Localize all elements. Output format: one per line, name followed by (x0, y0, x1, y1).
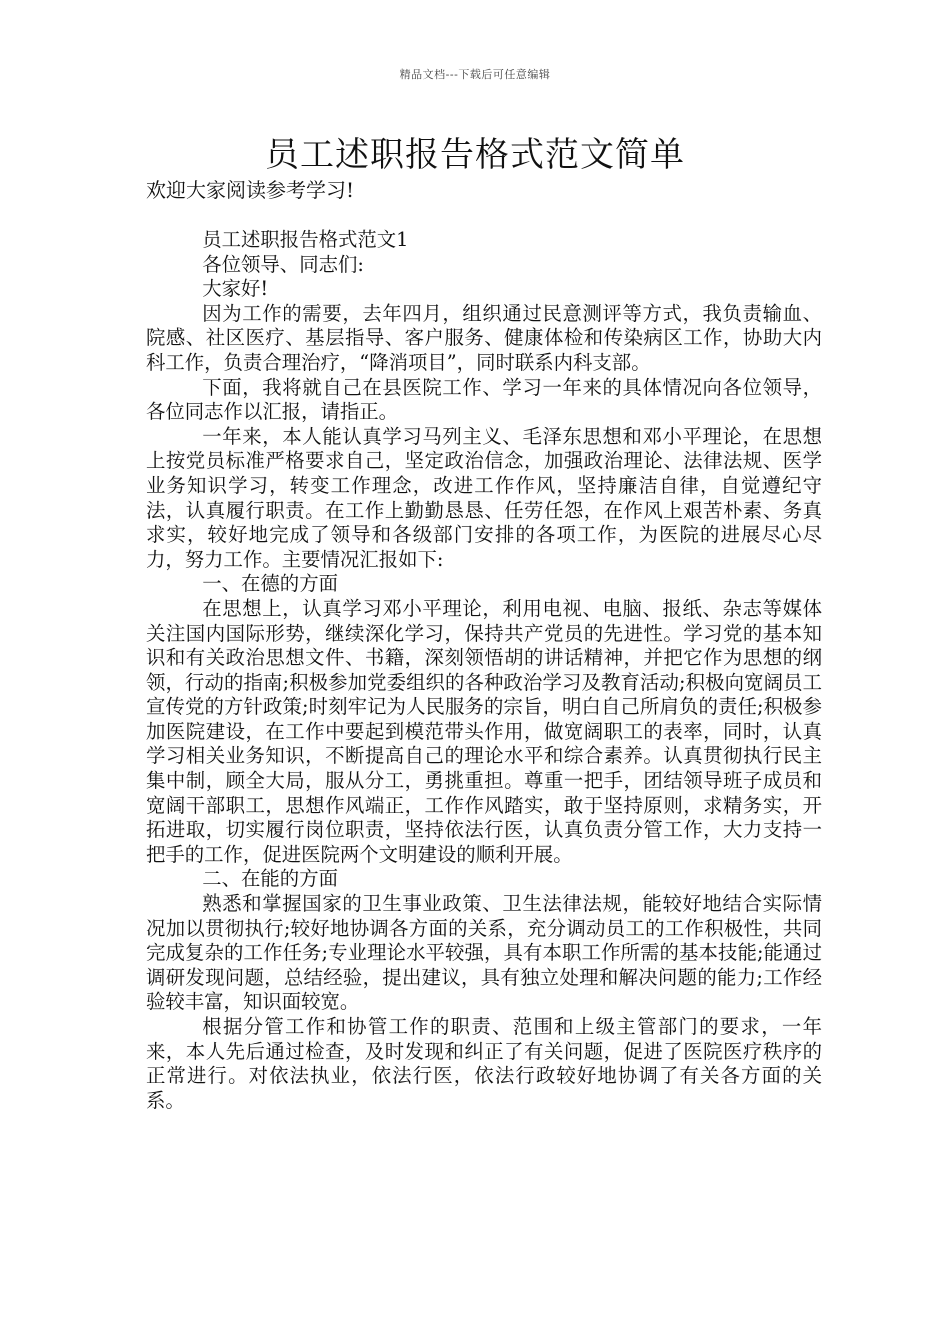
welcome-line: 欢迎大家阅读参考学习! (146, 178, 355, 202)
salutation: 各位领导、同志们: (202, 252, 364, 276)
document-title: 员工述职报告格式范文简单 (265, 135, 685, 175)
body-paragraph: 根据分管工作和协管工作的职责、范围和上级主管部门的要求，一年来，本人先后通过检查，及时发现和纠正了有关问题，促进了医院医疗秩序的正常进行。对依法执业，依法行医，依法行政较好地协调了有关各方面的关系。 (146, 1015, 822, 1112)
body-paragraph: 在思想上，认真学习邓小平理论，利用电视、电脑、报纸、杂志等媒体关注国内国际形势，继续深化学习，保持共产党员的先进性。学习党的基本知识和有关政治思想文件、书籍，深刻领悟胡的讲话精神，并把它作为思想的纲领，行动的指南;积极参加党委组织的各种政治学习及教育活动;积极向宽阔员工宣传党的方针政策;时刻牢记为人民服务的宗旨，明白自己所肩负的责任;积极参加医院建设，在工作中要起到模范带头作用，做宽阔职工的表率，同时，认真学习相关业务知识，不断提高自己的理论水平和综合素养。认真贯彻执行民主集中制，顾全大局，服从分工，勇挑重担。尊重一把手，团结领导班子成员和宽阔干部职工，思想作风端正，工作作风踏实，敢于坚持原则，求精务实，开拓进取，切实履行岗位职责，坚持依法行医，认真负责分管工作，大力支持一把手的工作，促进医院两个文明建设的顺利开展。 (146, 596, 822, 866)
page-header-note: 精品文档---下载后可任意编辑 (399, 68, 551, 81)
greeting: 大家好! (202, 277, 269, 301)
section-subtitle: 员工述职报告格式范文1 (202, 228, 409, 251)
body-paragraph: 因为工作的需要，去年四月，组织通过民意测评等方式，我负责输血、院感、社区医疗、基层指导、客户服务、健康体检和传染病区工作，协助大内科工作，负责合理治疗，“降消项目”，同时联系内科支部。 (146, 301, 822, 374)
section-heading: 二、在能的方面 (202, 867, 338, 891)
section-heading: 一、在德的方面 (202, 572, 338, 596)
body-paragraph: 熟悉和掌握国家的卫生事业政策、卫生法律法规，能较好地结合实际情况加以贯彻执行;较好地协调各方面的关系，充分调动员工的工作积极性，共同完成复杂的工作任务;专业理论水平较强，具有本职工作所需的基本技能;能通过调研发现问题，总结经验，提出建议，具有独立处理和解决问题的能力;工作经验较丰富，知识面较宽。 (146, 892, 822, 1014)
body-paragraph: 一年来，本人能认真学习马列主义、毛泽东思想和邓小平理论，在思想上按党员标准严格要求自己，坚定政治信念，加强政治理论、法律法规、医学业务知识学习，转变工作理念，改进工作作风，坚持廉洁自律，自觉遵纪守法，认真履行职责。在工作上勤勤恳恳、任劳任怨，在作风上艰苦朴素、务真求实，较好地完成了领导和各级部门安排的各项工作，为医院的进展尽心尽力，努力工作。主要情况汇报如下: (146, 424, 822, 571)
body-paragraph: 下面，我将就自己在县医院工作、学习一年来的具体情况向各位领导，各位同志作以汇报，请指正。 (146, 375, 822, 424)
document-body (146, 228, 822, 1113)
